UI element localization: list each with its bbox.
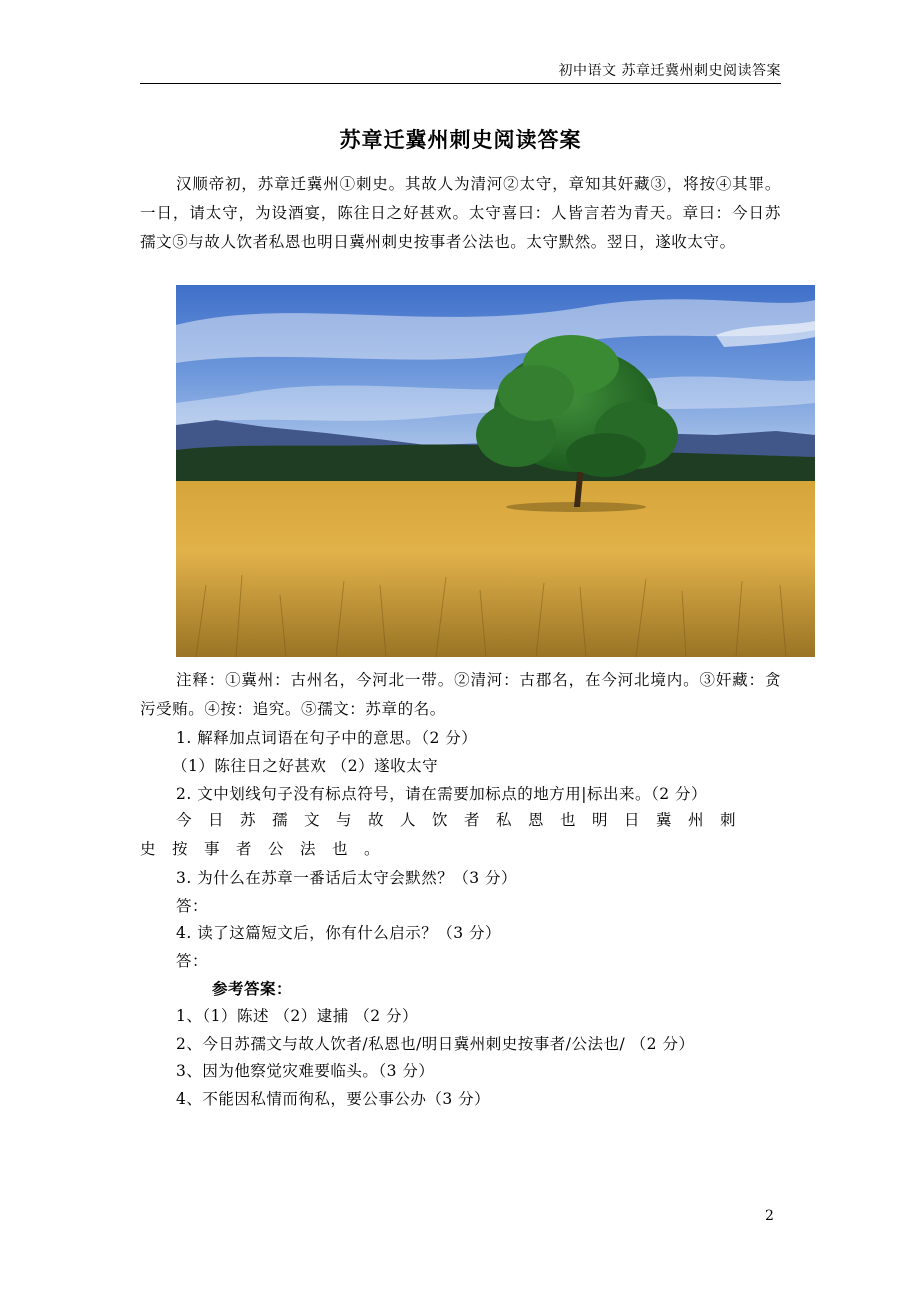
question-2: 2. 文中划线句子没有标点符号，请在需要加标点的地方用|标出来。（2 分） (176, 785, 707, 803)
page-header: 初中语文 苏章迁冀州刺史阅读答案 (140, 60, 781, 84)
question-4-answer-label: 答： (176, 952, 209, 970)
passage-text: 汉顺帝初，苏章迁冀州①刺史。其故人为清河②太守，章知其奸藏③，将按④其罪。一日，请太守，为设酒宴，陈往日之好甚欢。太守喜曰：人皆言若为青天。章曰：今日苏孺文⑤与故人饮者私恩也明日冀州刺史按事者公法也。太守默然。翌日，遂收太守。 (140, 175, 781, 251)
answer-2: 2、今日苏孺文与故人饮者/私恩也/明日冀州刺史按事者/公法也/ （2 分） (176, 1035, 695, 1053)
question-1-items: （1）陈往日之好甚欢 （2）遂收太守 (172, 757, 439, 775)
answers-heading: 参考答案： (212, 979, 293, 998)
question-3: 3. 为什么在苏章一番话后太守会默然？（3 分） (176, 869, 518, 887)
question-4: 4. 读了这篇短文后，你有什么启示？（3 分） (176, 924, 502, 942)
answer-1: 1、（1）陈述 （2）逮捕 （2 分） (176, 1007, 418, 1025)
question-1: 1. 解释加点词语在句子中的意思。（2 分） (176, 729, 478, 747)
question-3-answer-label: 答： (176, 897, 209, 915)
question-2-sentence: 今日苏孺文与故人饮者私恩也明日冀州刺史按事者公法也。 (140, 811, 753, 858)
answer-3: 3、因为他察觉灾难要临头。（3 分） (176, 1062, 435, 1080)
page-number: 2 (765, 1208, 774, 1224)
answer-4: 4、不能因私情而徇私，要公事公办（3 分） (176, 1090, 491, 1108)
landscape-photo (176, 285, 815, 657)
page-title: 苏章迁冀州刺史阅读答案 (339, 127, 582, 152)
annotation-notes: 注释：①冀州：古州名，今河北一带。②清河：古郡名，在今河北境内。③奸藏：贪污受贿。④按：追究。⑤孺文：苏章的名。 (140, 671, 781, 718)
